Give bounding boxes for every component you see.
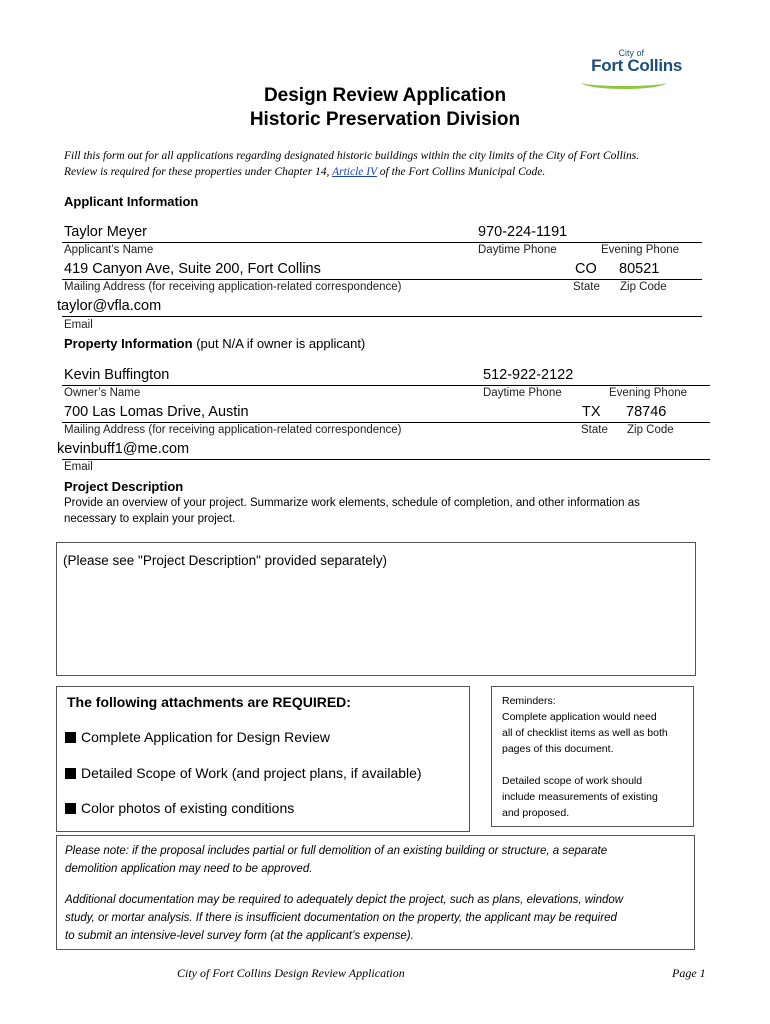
intro-text <box>64 148 714 180</box>
applicant-email-value[interactable]: taylor@vfla.com <box>57 298 162 314</box>
intro-line2-pre: Review is required for these properties under Chapter 14, <box>64 166 333 178</box>
applicant-daytime-label: Daytime Phone <box>478 244 557 256</box>
owner-address-line <box>62 422 710 423</box>
owner-address-value[interactable]: 700 Las Lomas Drive, Austin <box>64 404 249 420</box>
project-heading: Project Description <box>64 479 184 494</box>
attachment-item-photos <box>65 800 294 816</box>
reminder-line: Detailed scope of work should <box>502 775 643 787</box>
intro-line1: Fill this form out for all applications regarding designated historic buildings within the city limits of the City of Fort Collins. <box>64 150 640 162</box>
reminder-line: Complete application would need <box>502 711 657 723</box>
owner-name-label: Owner’s Name <box>64 387 141 399</box>
reminders-box <box>491 686 694 827</box>
note-line: to submit an intensive-level survey form (at the applicant’s expense). <box>65 930 414 942</box>
reminder-line: all of checklist items as well as both <box>502 727 668 739</box>
owner-address-label: Mailing Address (for receiving application-related correspondence) <box>64 424 402 436</box>
applicant-address-label: Mailing Address (for receiving application-related correspondence) <box>64 281 402 293</box>
applicant-evening-label: Evening Phone <box>601 244 680 256</box>
note-line: Additional documentation may be required to adequately depict the project, such as plans, elevations, window <box>65 894 624 906</box>
owner-state-label: State <box>581 424 608 436</box>
bullet-square-icon <box>65 803 76 814</box>
project-description-field[interactable] <box>56 542 696 676</box>
property-heading <box>64 336 365 351</box>
owner-email-value[interactable]: kevinbuff1@me.com <box>57 441 190 457</box>
attachment-item-label: Color photos of existing conditions <box>81 800 295 816</box>
applicant-address-line <box>62 279 702 280</box>
applicant-zip-label: Zip Code <box>620 281 667 293</box>
applicant-email-line <box>62 316 702 317</box>
reminder-line: include measurements of existing <box>502 791 658 803</box>
applicant-address-value[interactable]: 419 Canyon Ave, Suite 200, Fort Collins <box>64 261 321 277</box>
project-instructions <box>64 495 714 527</box>
property-heading-title: Property Information <box>64 336 193 351</box>
page-subtitle: Historic Preservation Division <box>249 109 521 130</box>
owner-email-label: Email <box>64 461 93 473</box>
intro-line2 <box>64 164 714 180</box>
project-instructions-line1: Provide an overview of your project. Summarize work elements, schedule of completion, and other information as <box>64 497 640 509</box>
property-heading-note: (put N/A if owner is applicant) <box>192 336 366 351</box>
project-description-value: (Please see "Project Description" provided separately) <box>63 553 387 568</box>
intro-line2-post: of the Fort Collins Municipal Code. <box>376 166 546 178</box>
applicant-state-label: State <box>573 281 600 293</box>
attachment-item-scope <box>65 765 422 781</box>
owner-state-value[interactable]: TX <box>582 404 601 420</box>
footer-doc-name: City of Fort Collins Design Review Application <box>177 966 405 980</box>
note-line: Please note: if the proposal includes partial or full demolition of an existing building or structure, a separate <box>65 845 608 857</box>
applicant-daytime-phone-value[interactable]: 970-224-1191 <box>478 224 568 240</box>
logo-name: Fort Collins <box>591 56 682 75</box>
bullet-square-icon <box>65 768 76 779</box>
reminders-title: Reminders: <box>502 695 556 707</box>
attachments-title: The following attachments are REQUIRED: <box>67 694 351 710</box>
reminder-spacer <box>502 757 693 773</box>
footer-page-number: Page 1 <box>672 966 706 980</box>
article-iv-link[interactable]: Article IV <box>332 166 377 178</box>
applicant-email-label: Email <box>64 319 93 331</box>
note-line: demolition application may need to be approved. <box>65 863 313 875</box>
fort-collins-logo <box>582 48 682 88</box>
reminder-line: pages of this document. <box>502 743 614 755</box>
note-line: study, or mortar analysis. If there is insufficient documentation on the property, the applicant may be required <box>65 912 617 924</box>
logo-city-of: City of <box>618 48 644 58</box>
project-instructions-line2: necessary to explain your project. <box>64 513 236 525</box>
attachments-box <box>56 686 470 832</box>
owner-evening-label: Evening Phone <box>609 387 688 399</box>
applicant-heading: Applicant Information <box>64 194 199 209</box>
bullet-square-icon <box>65 732 76 743</box>
applicant-name-line <box>62 242 702 243</box>
attachment-item-label: Detailed Scope of Work (and project plans, if available) <box>81 765 422 781</box>
applicant-name-label: Applicant’s Name <box>64 244 154 256</box>
owner-zip-value[interactable]: 78746 <box>626 404 667 420</box>
applicant-state-value[interactable]: CO <box>575 261 597 277</box>
owner-email-line <box>62 459 710 460</box>
reminder-line: and proposed. <box>502 807 570 819</box>
note-box <box>56 835 695 950</box>
attachment-item-application <box>65 729 330 745</box>
owner-zip-label: Zip Code <box>627 424 674 436</box>
owner-name-value[interactable]: Kevin Buffington <box>64 367 170 383</box>
attachment-item-label: Complete Application for Design Review <box>81 729 331 745</box>
owner-daytime-phone-value[interactable]: 512-922-2122 <box>483 367 574 383</box>
owner-daytime-label: Daytime Phone <box>483 387 562 399</box>
owner-name-line <box>62 385 710 386</box>
page-title: Design Review Application <box>263 85 507 106</box>
note-spacer <box>65 878 686 891</box>
applicant-zip-value[interactable]: 80521 <box>619 261 660 277</box>
applicant-name-value[interactable]: Taylor Meyer <box>64 224 147 240</box>
